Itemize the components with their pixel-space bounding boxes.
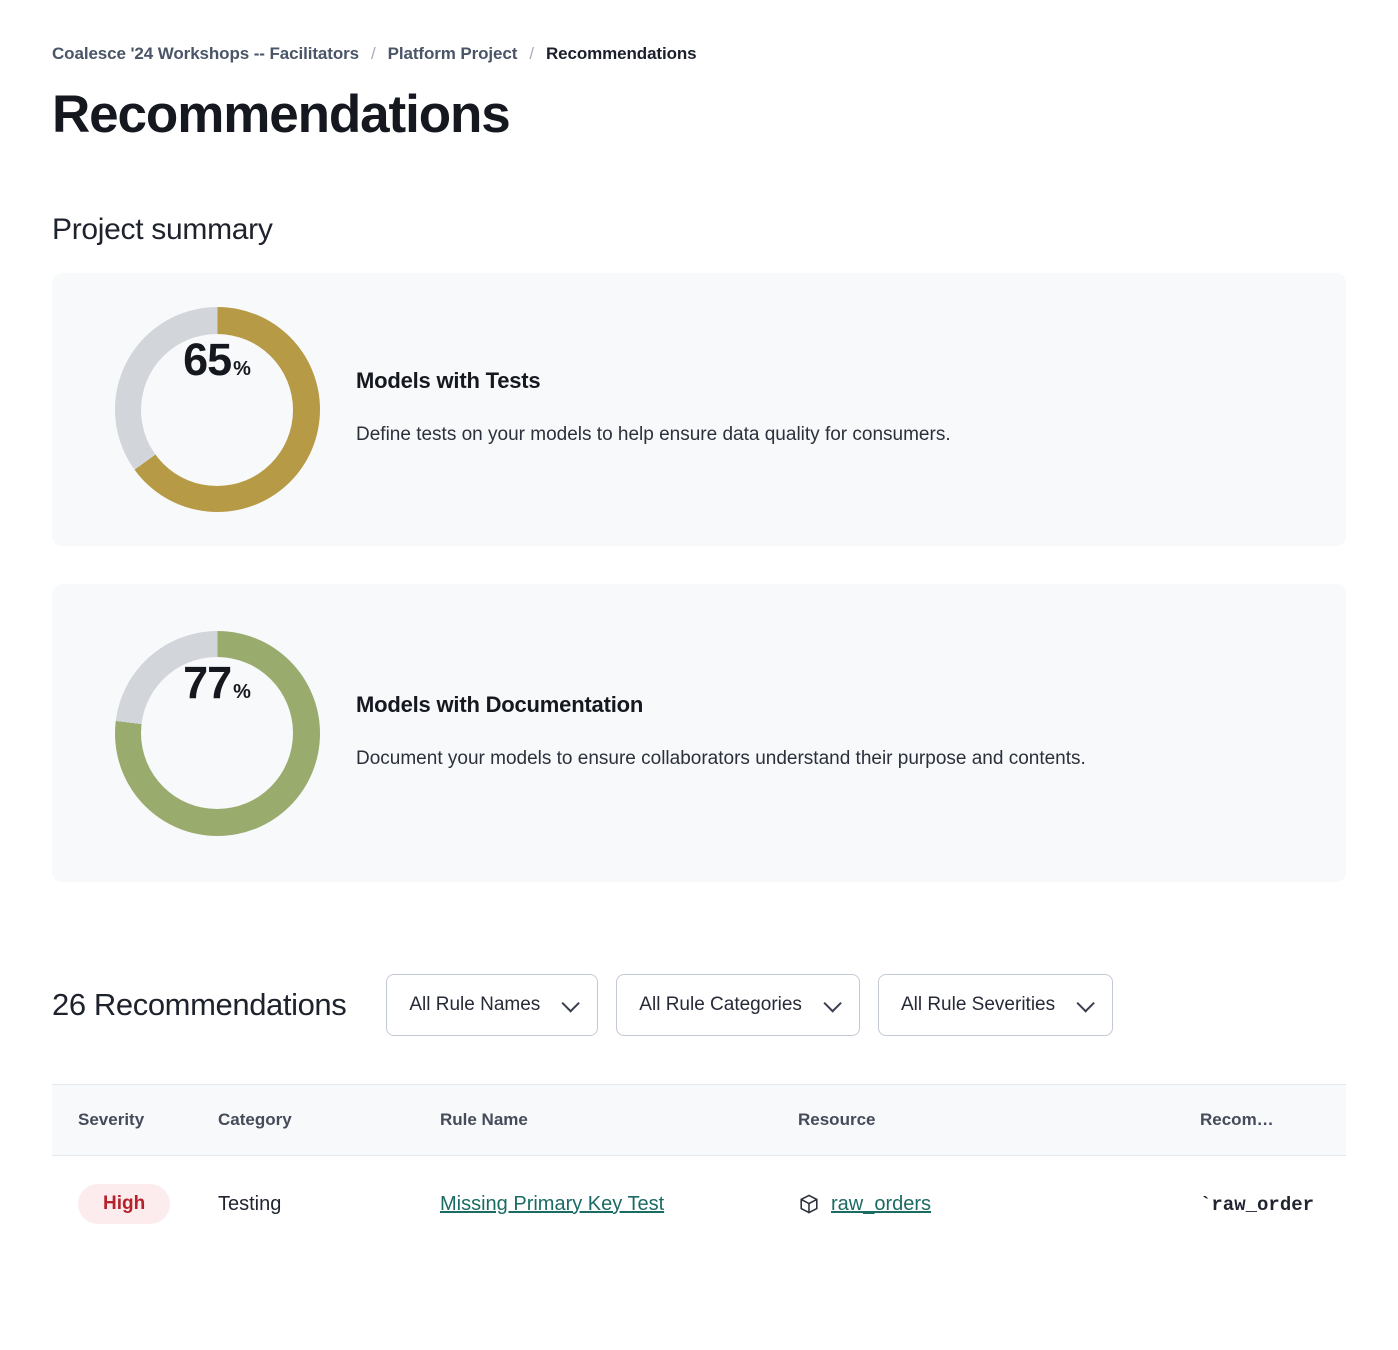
column-header-severity: Severity — [78, 1110, 145, 1130]
donut-center — [141, 334, 293, 486]
recommendations-count: 26 Recommendations — [52, 987, 347, 1023]
summary-card-title: Models with Documentation — [356, 691, 644, 717]
status-badge: High — [78, 1184, 170, 1224]
filter-rule-severities-label: All Rule Severities — [900, 994, 1056, 1016]
summary-card-text — [342, 692, 1126, 775]
cell-resource — [792, 1193, 1194, 1216]
recommendation-code: `raw_order — [1200, 1193, 1315, 1216]
recommendations-filters — [52, 974, 1346, 1036]
breadcrumb-separator: / — [370, 44, 376, 63]
donut-wrap — [92, 307, 342, 512]
column-header-resource: Resource — [798, 1110, 876, 1130]
models-with-documentation-donut — [115, 631, 320, 836]
filter-rule-categories[interactable] — [616, 974, 860, 1036]
breadcrumb-item-platform-project[interactable]: Platform Project — [387, 44, 518, 63]
summary-card-text — [342, 368, 991, 451]
donut-center — [141, 657, 293, 809]
breadcrumb-item-project-group[interactable]: Coalesce '24 Workshops -- Facilitators — [52, 44, 359, 63]
donut-percent-symbol: % — [233, 681, 251, 704]
summary-card-description: Document your models to ensure collaborators understand their purpose and contents. — [356, 747, 1086, 769]
donut-percent-symbol: % — [233, 357, 251, 380]
column-header-rule-name: Rule Name — [440, 1110, 528, 1130]
table-row[interactable] — [52, 1156, 1346, 1252]
recommendations-table — [52, 1084, 1346, 1252]
column-header-recommendation: Recom… — [1200, 1110, 1274, 1130]
cube-icon — [798, 1193, 820, 1215]
summary-card-description: Define tests on your models to help ensure data quality for consumers. — [356, 424, 951, 446]
resource-link[interactable]: raw_orders — [831, 1192, 932, 1215]
chevron-down-icon — [562, 994, 580, 1012]
breadcrumb-item-recommendations: Recommendations — [545, 44, 697, 63]
summary-card-title: Models with Tests — [356, 368, 541, 394]
cell-severity — [52, 1184, 212, 1224]
project-summary-heading: Project summary — [52, 213, 273, 247]
chevron-down-icon — [823, 994, 841, 1012]
filter-rule-names[interactable] — [386, 974, 598, 1036]
chevron-down-icon — [1077, 994, 1095, 1012]
models-with-tests-donut — [115, 307, 320, 512]
filter-rule-severities[interactable] — [878, 974, 1113, 1036]
rule-name-link[interactable]: Missing Primary Key Test — [440, 1192, 665, 1215]
cell-category: Testing — [218, 1192, 282, 1215]
summary-card-models-with-tests — [52, 273, 1346, 546]
filter-rule-names-label: All Rule Names — [409, 994, 541, 1016]
column-header-category: Category — [218, 1110, 292, 1130]
summary-card-models-with-documentation — [52, 584, 1346, 882]
page-title: Recommendations — [52, 85, 510, 144]
donut-value: 77 — [183, 657, 232, 709]
table-header-row — [52, 1084, 1346, 1156]
cell-recommendation — [1194, 1193, 1346, 1216]
breadcrumb — [52, 0, 1346, 64]
breadcrumb-separator: / — [529, 44, 534, 63]
donut-value: 65 — [183, 333, 232, 385]
cell-rule-name — [434, 1193, 792, 1216]
filter-rule-categories-label: All Rule Categories — [639, 994, 802, 1016]
donut-wrap — [92, 631, 342, 836]
